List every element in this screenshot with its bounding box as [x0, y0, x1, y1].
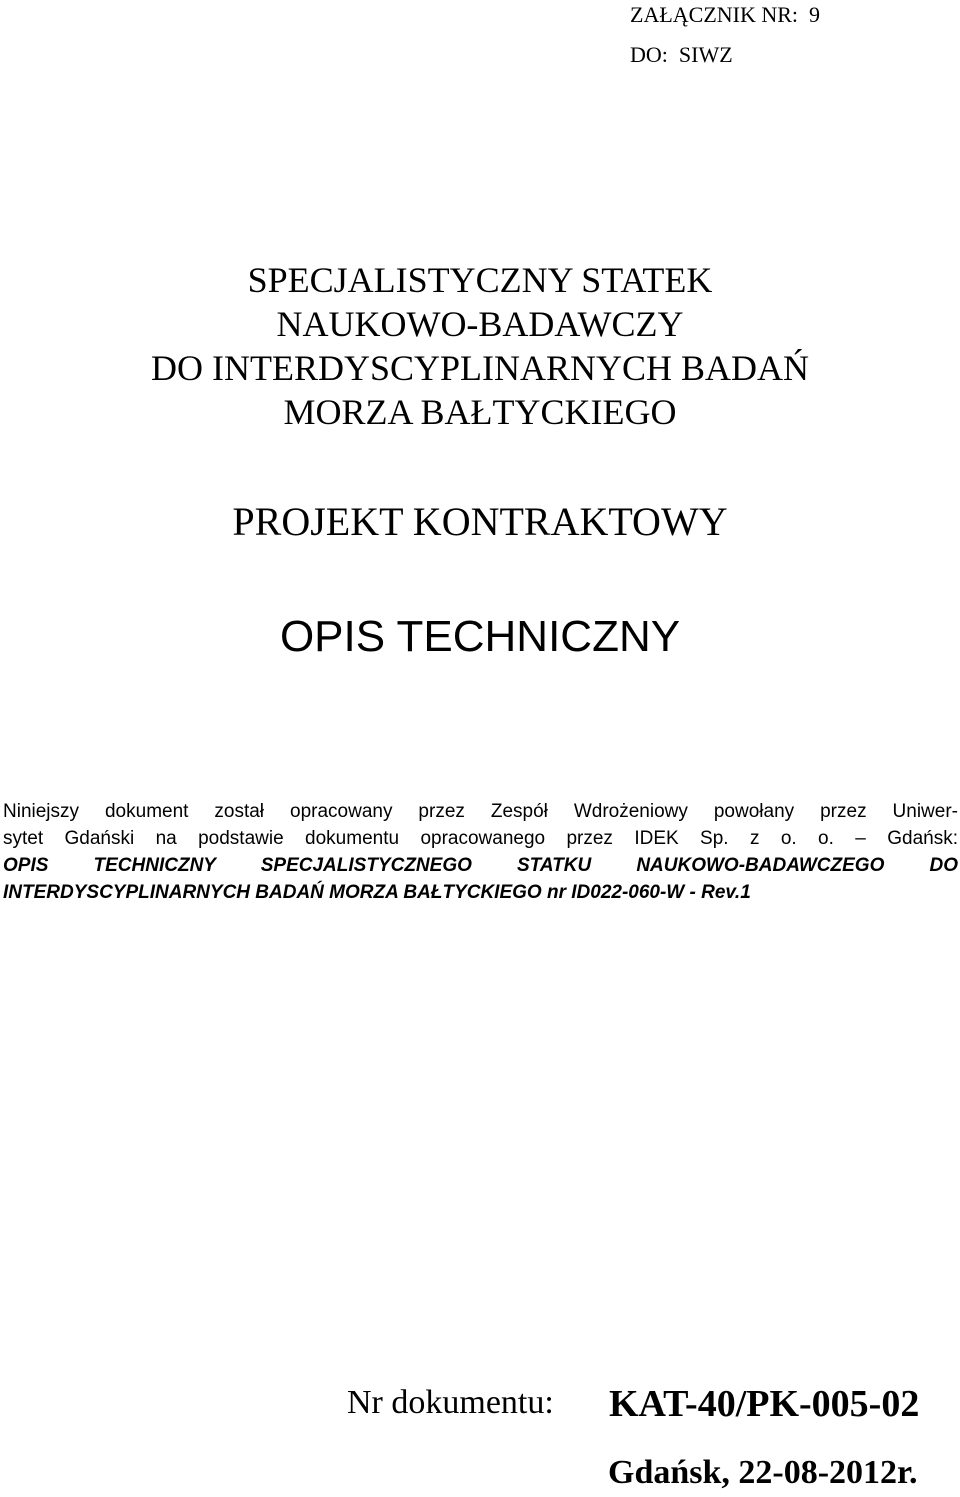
- place-and-date: Gdańsk, 22-08-2012r.: [608, 1454, 918, 1491]
- document-number-label: Nr dokumentu:: [347, 1384, 554, 1421]
- ship-title: [0, 258, 960, 434]
- description-line-1: Niniejszy dokument został opracowany przez Zespół Wdrożeniowy powołany przez Uniwer-: [3, 801, 958, 822]
- annex-reference: DO: SIWZ: [630, 42, 733, 67]
- ship-title-line-3: DO INTERDYSCYPLINARNYCH BADAŃ: [150, 348, 810, 388]
- ship-title-line-4: MORZA BAŁTYCKIEGO: [283, 392, 677, 432]
- document-description: [3, 798, 958, 906]
- annex-number: ZAŁĄCZNIK NR: 9: [630, 2, 821, 27]
- project-type-heading: PROJEKT KONTRAKTOWY: [232, 499, 728, 544]
- ship-title-line-2: NAUKOWO-BADAWCZY: [276, 304, 684, 344]
- document-number-row: [347, 1382, 960, 1432]
- description-source-title-1: OPIS TECHNICZNY SPECJALISTYCZNEGO STATKU NAUKOWO-BADAWCZEGO DO: [3, 855, 958, 876]
- document-title: OPIS TECHNICZNY: [279, 612, 681, 661]
- description-line-2: sytet Gdański na podstawie dokumentu opracowanego przez IDEK Sp. z o. o. – Gdańsk:: [3, 828, 958, 849]
- document-number-value: KAT-40/PK-005-02: [609, 1383, 920, 1425]
- description-source-title-2: INTERDYSCYPLINARNYCH BADAŃ MORZA BAŁTYCKIEGO nr ID022-060-W - Rev.1: [3, 882, 751, 903]
- ship-title-line-1: SPECJALISTYCZNY STATEK: [247, 260, 713, 300]
